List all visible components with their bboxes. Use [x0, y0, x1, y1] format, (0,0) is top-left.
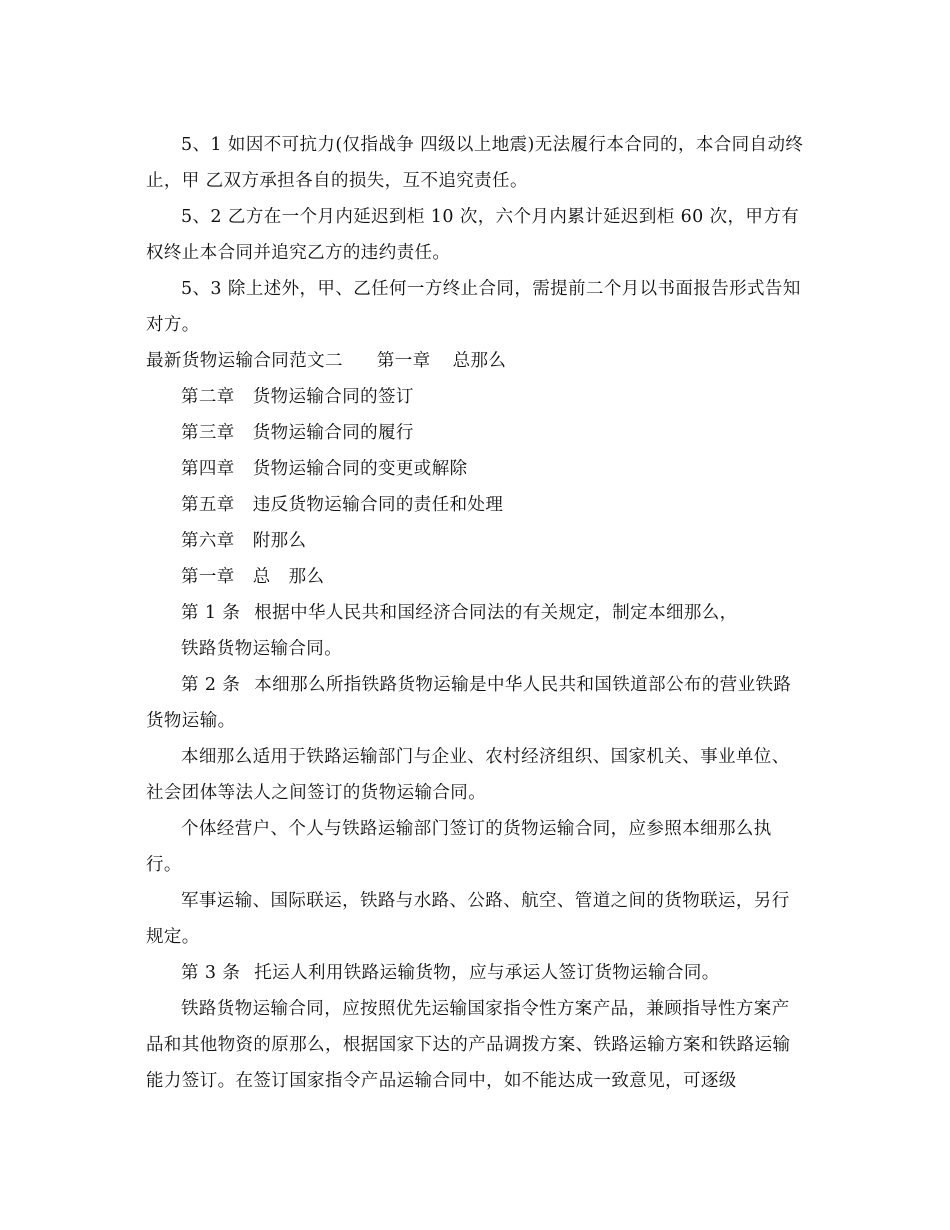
body-paragraph: 本细那么适用于铁路运输部门与企业、农村经济组织、国家机关、事业单位、社会团体等法人之间签订的货物运输合同。 — [146, 747, 790, 803]
section-heading — [146, 343, 806, 379]
document-body — [146, 127, 806, 1099]
chapter-title: 货物运输合同的变更或解除 — [252, 459, 468, 479]
chapter-item — [146, 379, 806, 415]
article-2 — [146, 667, 806, 739]
body-paragraph: 个体经营户、个人与铁路运输部门签订的货物运输合同，应参照本细那么执行。 — [146, 819, 772, 875]
chapter-label: 第三章 — [181, 423, 235, 443]
chapter-item — [146, 451, 806, 487]
chapter-label: 第六章 — [181, 531, 235, 551]
chapter-item — [146, 523, 806, 559]
chapter-one-title-a: 总 — [252, 567, 271, 587]
article-1-label: 第 1 条 — [181, 603, 241, 623]
article-3 — [146, 955, 806, 991]
section-chapter-label: 第一章 — [376, 351, 431, 371]
article-3-label: 第 3 条 — [181, 963, 241, 983]
section-title: 最新货物运输合同范文二 — [146, 351, 343, 371]
body-paragraph: 军事运输、国际联运，铁路与水路、公路、航空、管道之间的货物联运，另行规定。 — [146, 891, 790, 947]
chapter-item — [146, 487, 806, 523]
chapter-title: 附那么 — [252, 531, 307, 551]
clause-5-2: 5、2 乙方在一个月内延迟到柜 10 次，六个月内累计延迟到柜 60 次，甲方有权终止本合同并追究乙方的违约责任。 — [146, 207, 800, 263]
chapter-label: 第四章 — [181, 459, 235, 479]
article-1-continuation: 铁路货物运输合同。 — [181, 639, 343, 659]
chapter-one-title-b: 那么 — [288, 567, 325, 587]
chapter-label: 第五章 — [181, 495, 235, 515]
article-2-label: 第 2 条 — [181, 675, 241, 695]
clause-5-1: 5、1 如因不可抗力(仅指战争 四级以上地震)无法履行本合同的，本合同自动终止，甲 乙双方承担各自的损失，互不追究责任。 — [146, 135, 804, 191]
article-1-text: 根据中华人民共和国经济合同法的有关规定，制定本细那么， — [254, 603, 738, 623]
chapter-one-label: 第一章 — [181, 567, 235, 587]
chapter-label: 第二章 — [181, 387, 235, 407]
article-2-text: 本细那么所指铁路货物运输是中华人民共和国铁道部公布的营业铁路货物运输。 — [146, 675, 792, 731]
chapter-title: 违反货物运输合同的责任和处理 — [252, 495, 504, 515]
final-paragraph: 铁路货物运输合同，应按照优先运输国家指令性方案产品，兼顾指导性方案产品和其他物资的原那么，根据国家下达的产品调拨方案、铁路运输方案和铁路运输能力签订。在签订国家指令产品运输合同中，如不能达成一致意见，可逐级 — [146, 999, 791, 1091]
section-chapter-title: 总那么 — [452, 351, 507, 371]
chapter-title: 货物运输合同的签订 — [252, 387, 414, 407]
article-3-text: 托运人利用铁路运输货物，应与承运人签订货物运输合同。 — [254, 963, 720, 983]
clause-5-3: 5、3 除上述外，甲、乙任何一方终止合同，需提前二个月以书面报告形式告知对方。 — [146, 279, 801, 335]
chapter-item — [146, 415, 806, 451]
article-1 — [146, 595, 806, 631]
chapter-title: 货物运输合同的履行 — [252, 423, 414, 443]
chapter-one-heading — [146, 559, 806, 595]
